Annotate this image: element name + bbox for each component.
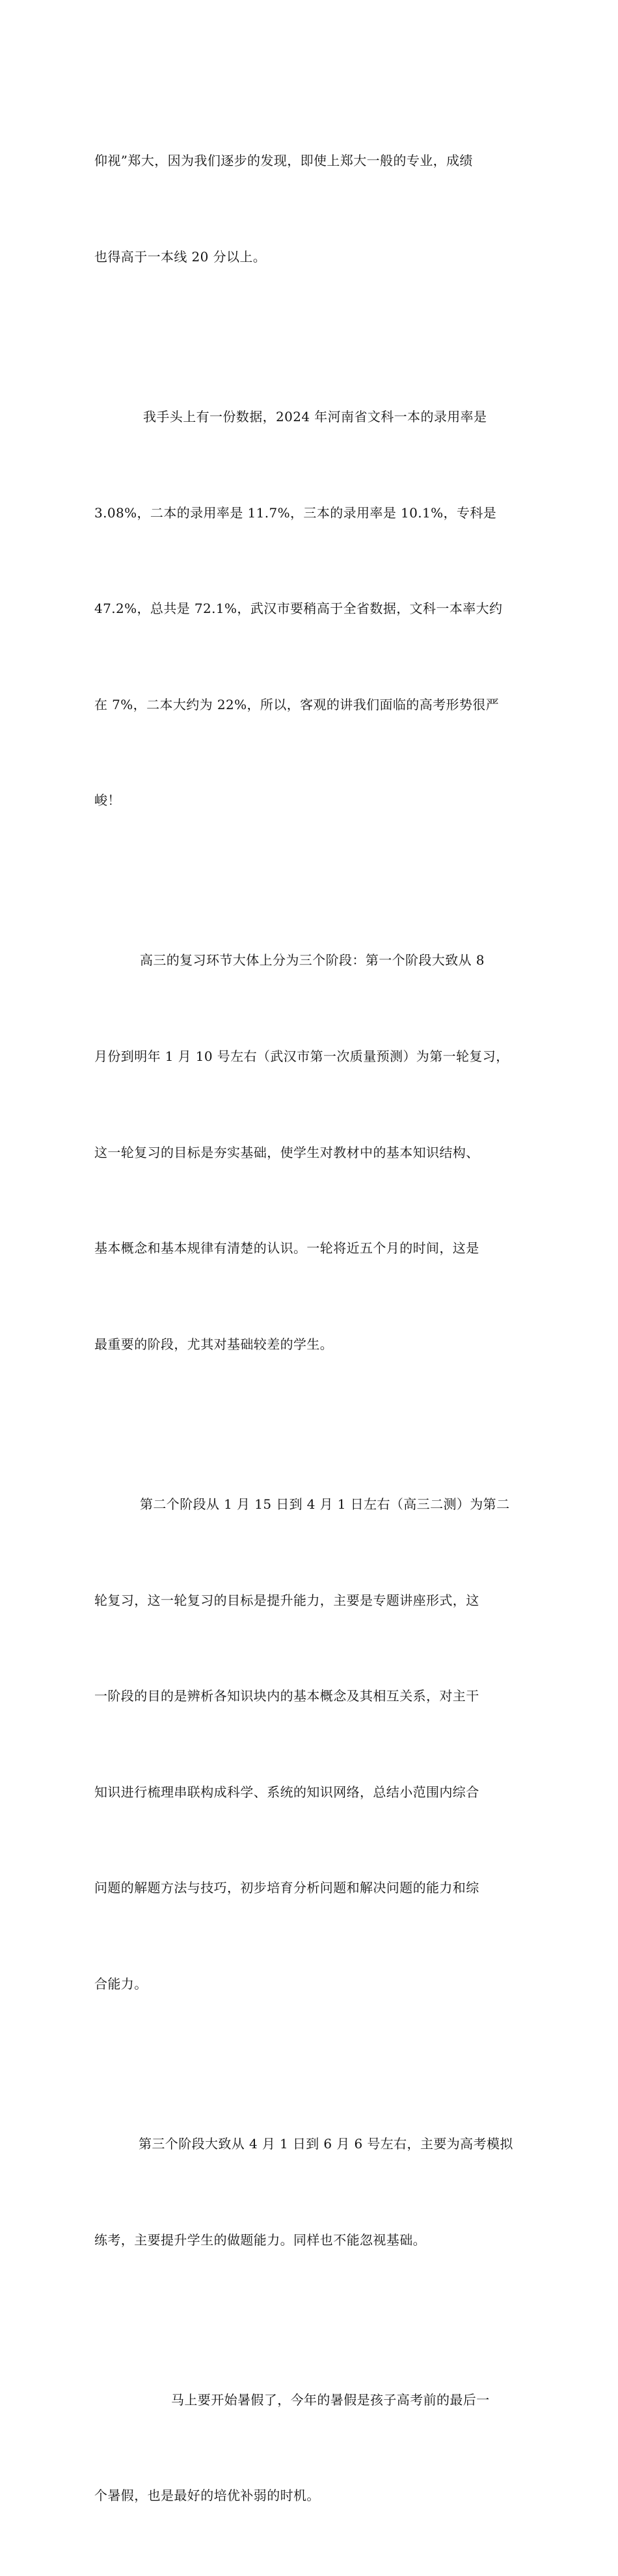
paragraph-4-line-4: 知识进行梳理串联构成科学、系统的知识网络，总结小范围内综合	[94, 1784, 479, 1800]
paragraph-4-line-3: 一阶段的目的是辨析各知识块内的基本概念及其相互关系，对主干	[94, 1688, 479, 1704]
paragraph-3-line-2: 月份到明年 1 月 10 号左右（武汉市第一次质量预测）为第一轮复习，	[94, 1048, 509, 1065]
paragraph-2-line-2: 3.08%，二本的录用率是 11.7%，三本的录用率是 10.1%，专科是	[94, 504, 497, 521]
paragraph-3-line-5: 最重要的阶段，尤其对基础较差的学生。	[94, 1336, 334, 1352]
paragraph-5	[94, 2064, 527, 2321]
paragraph-5-line-2: 练考，主要提升学生的做题能力。同样也不能忽视基础。	[94, 2231, 426, 2248]
paragraph-2	[94, 337, 527, 881]
paragraph-1-line-2: 也得高于一本线 20 分以上。	[94, 249, 267, 265]
paragraph-4-line-1: 第二个阶段从 1 月 15 日到 4 月 1 日左右（高三二测）为第二	[140, 1496, 510, 1512]
paragraph-3	[94, 881, 527, 1424]
paragraph-2-line-5: 峻！	[94, 792, 121, 809]
paragraph-4-line-5: 问题的解题方法与技巧，初步培育分析问题和解决问题的能力和综	[94, 1880, 479, 1896]
paragraph-2-line-4: 在 7%，二本大约为 22%，所以，客观的讲我们面临的高考形势很严	[94, 696, 500, 712]
paragraph-6-line-1: 马上要开始暑假了，今年的暑假是孩子高考前的最后一	[171, 2391, 490, 2408]
paragraph-6	[94, 2320, 527, 2576]
paragraph-4-line-2: 轮复习，这一轮复习的目标是提升能力，主要是专题讲座形式，这	[94, 1592, 479, 1608]
paragraph-6-line-2: 个暑假，也是最好的培优补弱的时机。	[94, 2488, 320, 2504]
paragraph-3-line-3: 这一轮复习的目标是夯实基础，使学生对教材中的基本知识结构、	[94, 1144, 479, 1160]
paragraph-1-line-1: 仰视”郑大，因为我们逐步的发现，即使上郑大一般的专业，成绩	[94, 153, 473, 169]
paragraph-4	[94, 1425, 527, 2064]
paragraph-3-line-1: 高三的复习环节大体上分为三个阶段：第一个阶段大致从 8	[140, 952, 485, 969]
paragraph-2-line-3: 47.2%，总共是 72.1%，武汉市要稍高于全省数据，文科一本率大约	[94, 601, 503, 617]
paragraph-1	[94, 81, 527, 337]
document-body	[94, 81, 527, 2576]
paragraph-2-line-1: 我手头上有一份数据，2024 年河南省文科一本的录用率是	[143, 409, 487, 425]
paragraph-3-line-4: 基本概念和基本规律有清楚的认识。一轮将近五个月的时间，这是	[94, 1240, 479, 1256]
paragraph-5-line-1: 第三个阶段大致从 4 月 1 日到 6 月 6 号左右，主要为高考模拟	[139, 2136, 513, 2152]
paragraph-4-line-6: 合能力。	[94, 1975, 148, 1992]
